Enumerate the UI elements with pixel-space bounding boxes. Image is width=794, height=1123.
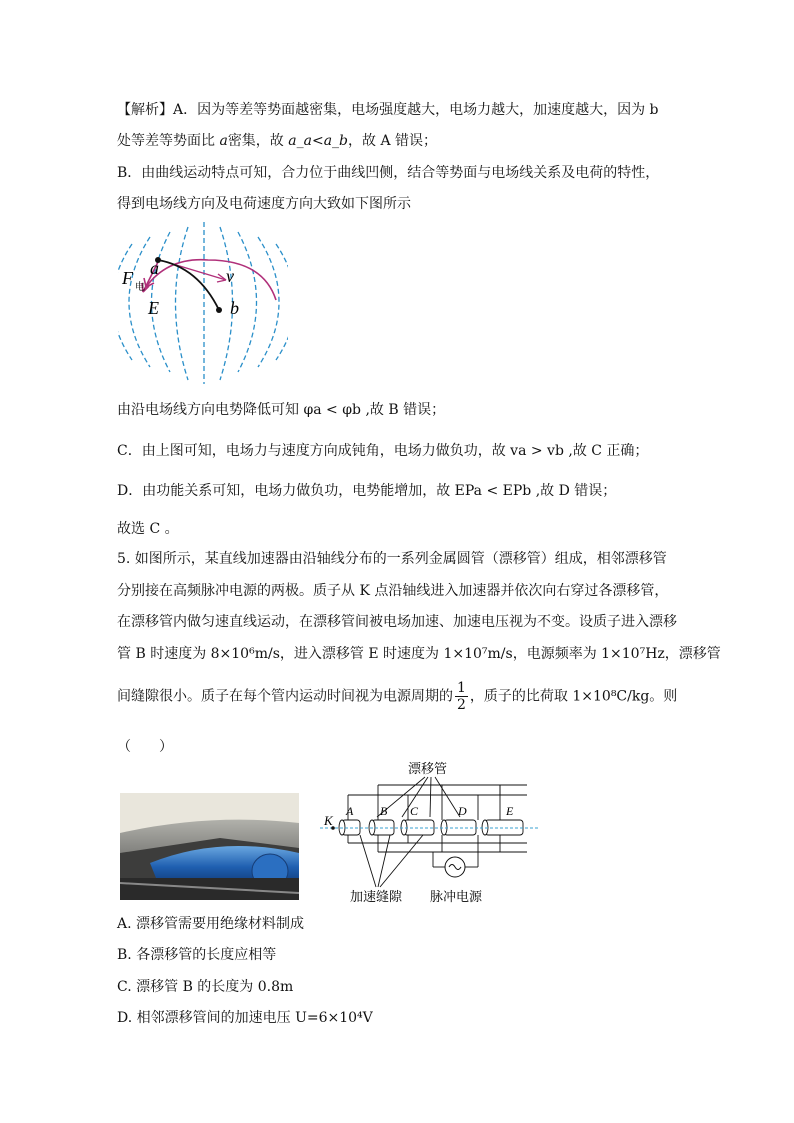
label-drift-tube: 漂移管 xyxy=(408,761,448,776)
label-E: E xyxy=(506,804,514,818)
label-C: C xyxy=(410,804,419,818)
question-line-3: 在漂移管内做匀速直线运动，在漂移管间被电场加速、加速电压视为不变。设质子进入漂移 xyxy=(117,614,677,630)
label-B: B xyxy=(380,804,388,818)
analysis-line-3: B．由曲线运动特点可知，合力位于曲线凹侧，结合等势面与电场线关系及电荷的特性， xyxy=(117,165,660,181)
analysis-line-4: 得到电场线方向及电荷速度方向大致如下图所示 xyxy=(117,196,411,212)
analysis-line-5: 由沿电场线方向电势降低可知 φa < φb ,故 B 错误； xyxy=(117,402,446,418)
linac-diagram xyxy=(320,755,540,905)
analysis-line-8: 故选 C 。 xyxy=(117,521,179,537)
label-source: 脉冲电源 xyxy=(430,889,483,904)
label-K: K xyxy=(324,813,333,828)
question-line-5: 间缝隙很小。质子在每个管内运动时间视为电源周期的 $\frac{1}{2}$ ，质子的比荷取 1×10⁸C/kg。则 xyxy=(117,680,678,713)
fraction-half: $\frac{1}{2}$ xyxy=(457,680,466,713)
field-lines xyxy=(118,222,288,384)
analysis-line-1: 【解析】A．因为等差等势面越密集，电场强度越大，电场力越大，加速度越大，因为 b xyxy=(117,102,659,118)
accelerator-photo xyxy=(120,793,299,900)
label-A: A xyxy=(346,804,354,818)
question-line-6: （ ） xyxy=(117,739,173,755)
option-c[interactable]: C. 漂移管 B 的长度为 0.8m xyxy=(117,979,294,995)
option-b[interactable]: B. 各漂移管的长度应相等 xyxy=(117,947,277,963)
label-a: a xyxy=(150,258,159,278)
v-arrow xyxy=(173,264,226,280)
label-b: b xyxy=(230,298,239,318)
field-line-svg xyxy=(118,222,288,387)
label-F: F xyxy=(122,268,133,288)
label-D: D xyxy=(458,804,467,818)
label-v: v xyxy=(226,266,234,286)
analysis-line-2: 处等差等势面比 a密集，故 a_a<a_b，故 A 错误； xyxy=(117,133,438,149)
option-d[interactable]: D. 相邻漂移管间的加速电压 U=6×10⁴V xyxy=(117,1010,373,1026)
question-line-4: 管 B 时速度为 8×10⁶m/s，进入漂移管 E 时速度为 1×10⁷m/s，电源频率为 1×10⁷Hz，漂移管 xyxy=(117,646,721,662)
label-gap: 加速缝隙 xyxy=(350,889,403,904)
field-line-figure xyxy=(118,222,288,387)
option-a[interactable]: A. 漂移管需要用绝缘材料制成 xyxy=(117,916,305,932)
analysis-line-6: C．由上图可知，电场力与速度方向成钝角，电场力做负功，故 va > vb ,故 C 正确； xyxy=(117,443,649,459)
analysis-line-7: D．由功能关系可知，电场力做负功，电势能增加，故 EPa < EPb ,故 D 错误； xyxy=(117,483,617,499)
label-F-sub: 电 xyxy=(135,282,145,293)
question-line-2: 分别接在高频脉冲电源的两极。质子从 K 点沿轴线进入加速器并依次向右穿过各漂移管， xyxy=(117,583,669,599)
point-b xyxy=(216,307,222,313)
label-E: E xyxy=(148,298,159,318)
question-line-1: 5. 如图所示，某直线加速器由沿轴线分布的一系列金属圆管（漂移管）组成，相邻漂移管 xyxy=(117,551,667,567)
